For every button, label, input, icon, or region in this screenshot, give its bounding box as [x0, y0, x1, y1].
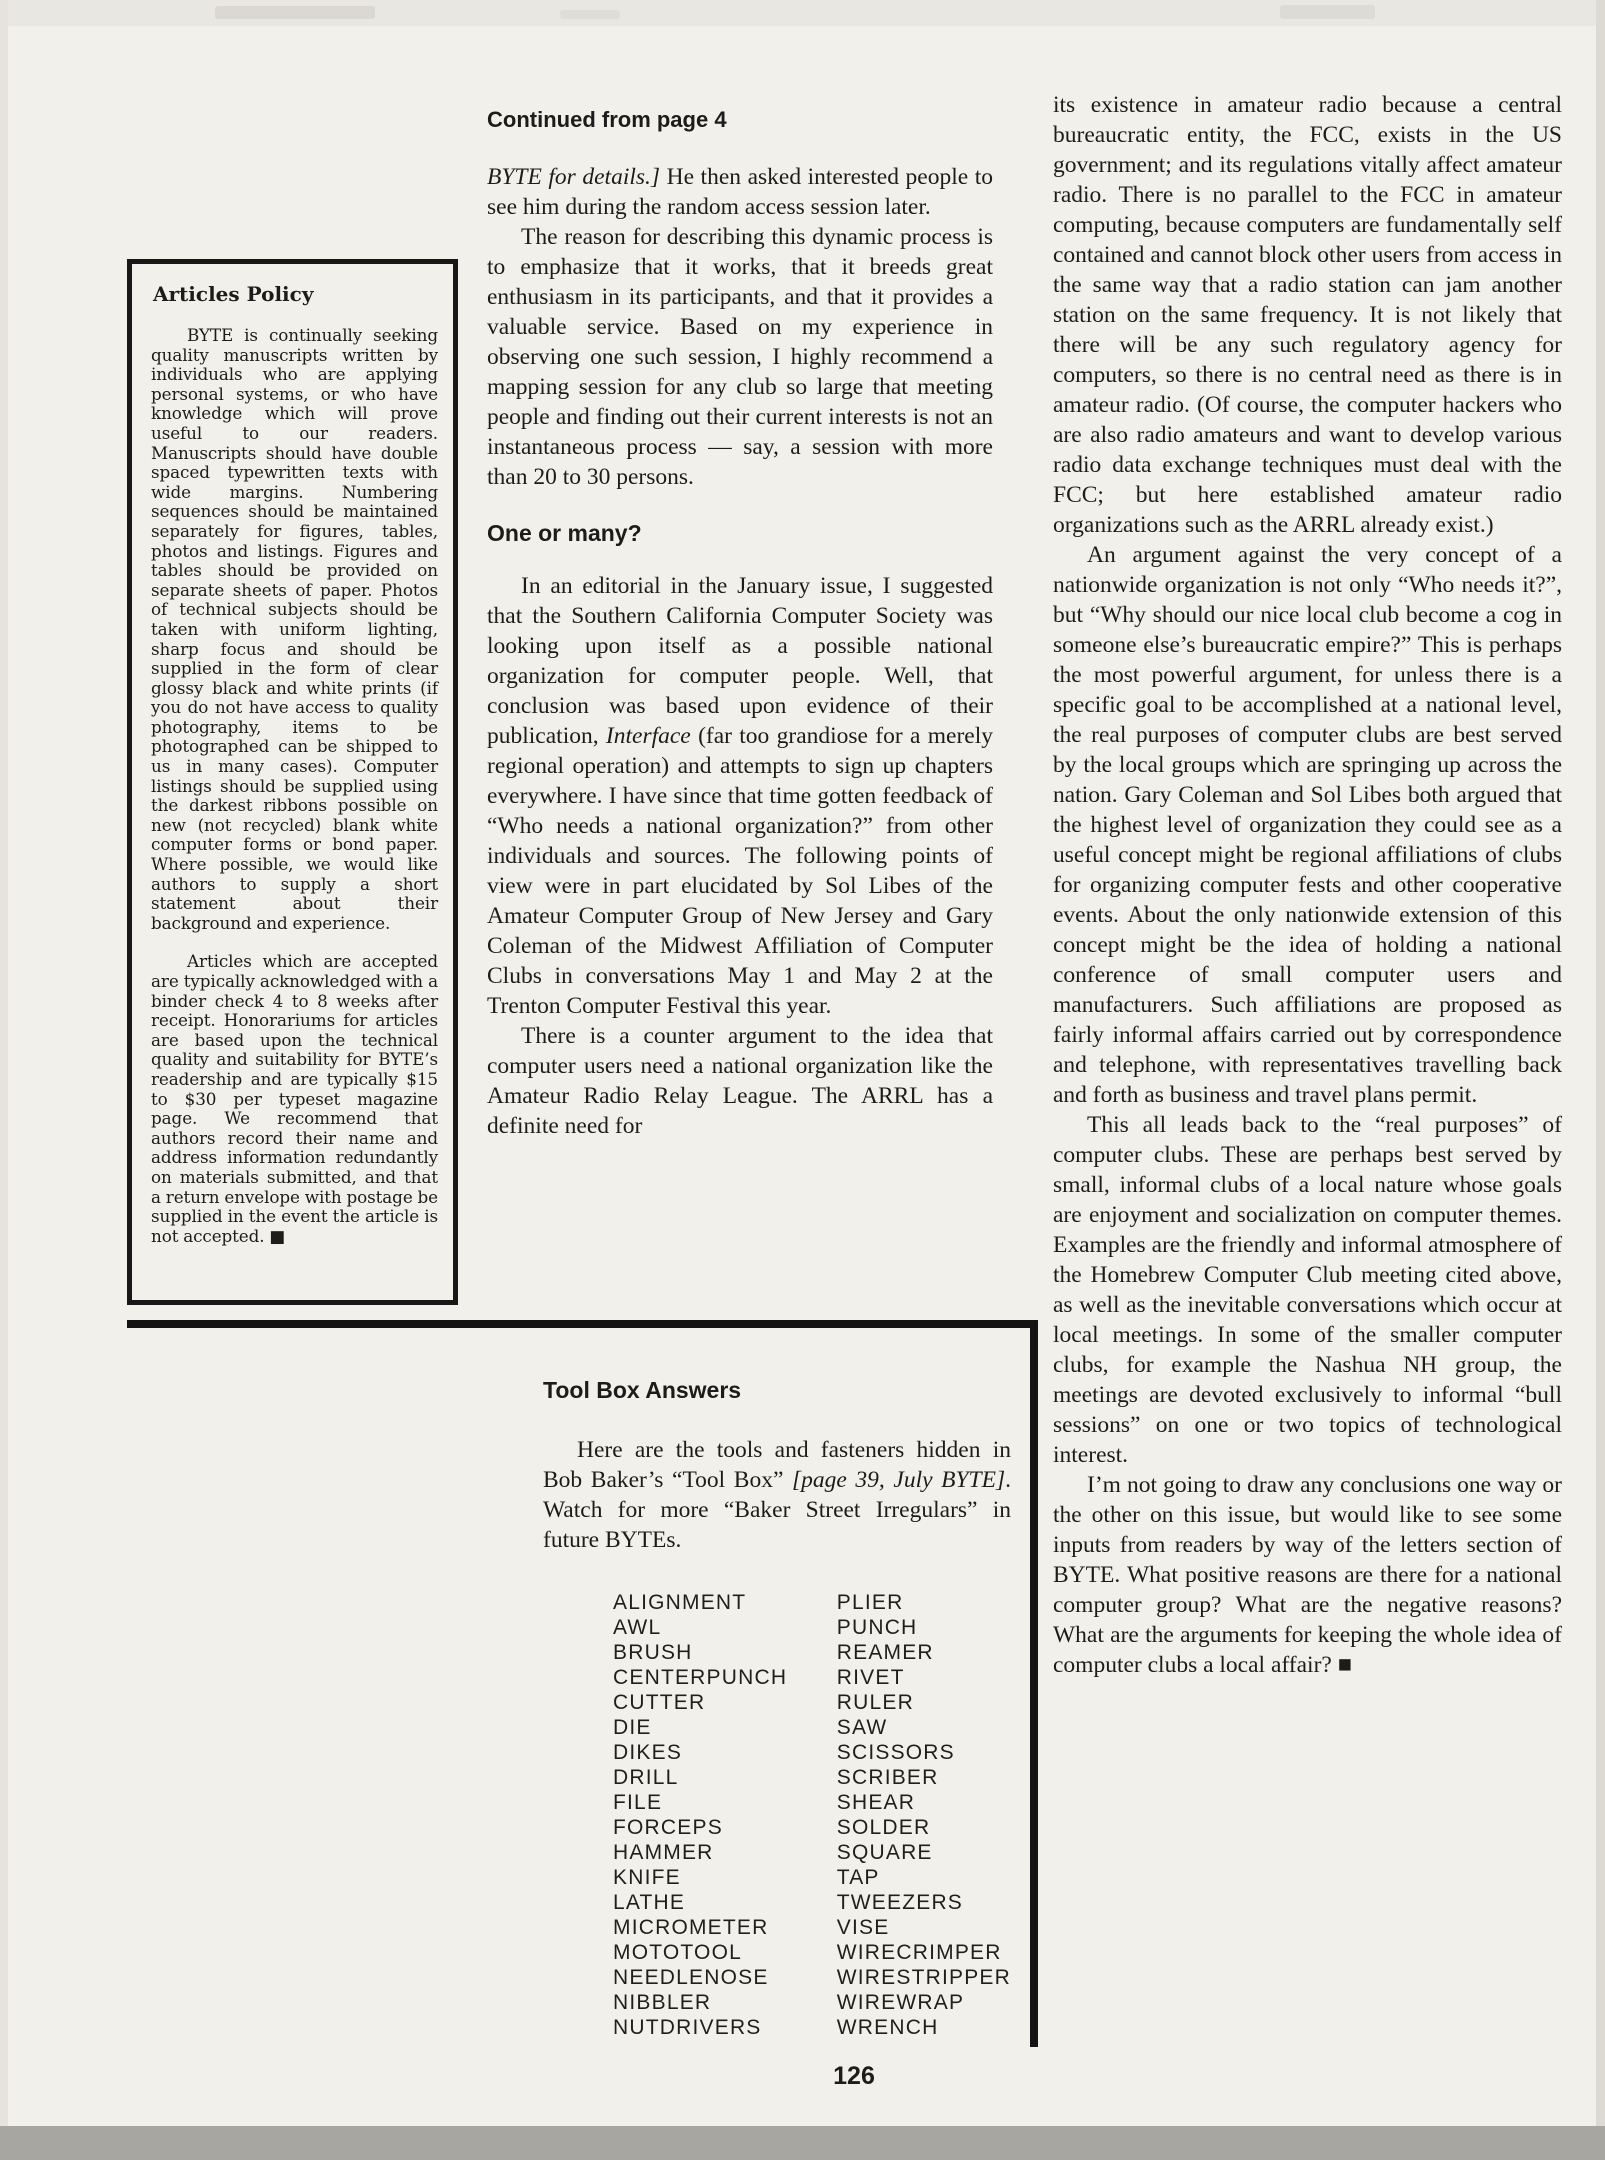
article-paragraph — [1053, 1470, 1562, 1680]
page-number: 126 — [833, 2062, 875, 2090]
tool-item: WIRECRIMPER — [836, 1941, 1002, 1964]
tool-item: WRENCH — [836, 2016, 939, 2039]
continued-from-heading: Continued from page 4 — [487, 107, 727, 132]
toolbox-top-rule — [127, 1320, 1038, 1328]
tool-item: FILE — [613, 1791, 663, 1814]
right-column — [1053, 90, 1562, 1680]
text-segment: In an editorial in the January issue, I suggested that the Southern California Computer Society was looking upon itself as a possible national organization for computer people. Well, that conclusion was based upon evidence of their publication, — [487, 573, 993, 749]
text-segment: Here are the tools and fasteners hidden in Bob Baker’s “Tool Box” — [543, 1437, 1011, 1493]
article-paragraph — [1053, 540, 1562, 1110]
italic-text-segment: [page 39, July BYTE] — [792, 1467, 1006, 1493]
tool-item: NEEDLENOSE — [613, 1966, 769, 1989]
text-segment: This all leads back to the “real purposes” of computer clubs. These are perhaps best served by small, informal clubs of a local nature whose goals are enjoyment and socialization on computer themes. Examples are the friendly and informal atmosphere of the Homebrew Computer Club meeting cited above, as well as the inevitable conversations which occur at local meetings. In some of the smaller computer clubs, for example the Nashua NH group, the meetings are devoted exclusively to informal “bull sessions” on one or two topics of technological interest. — [1053, 1112, 1562, 1468]
tool-item: SCRIBER — [836, 1766, 939, 1789]
tool-item: SAW — [836, 1716, 888, 1739]
tool-item: LATHE — [613, 1891, 686, 1914]
article-paragraph — [487, 222, 993, 492]
italic-text-segment: BYTE for details.] — [487, 164, 667, 190]
article-paragraph — [487, 571, 993, 1021]
tool-item: NIBBLER — [613, 1991, 712, 2014]
tool-item: SQUARE — [836, 1841, 933, 1864]
article-paragraph — [1053, 1110, 1562, 1470]
tool-item: SCISSORS — [836, 1741, 955, 1764]
middle-column — [487, 107, 993, 1141]
text-segment: An argument against the very concept of a nationwide organization is not only “Who needs it?”, but “Why should our nice local club become a cog in someone else’s bureaucratic empire?” This is perhaps the most powerful argument, for unless there is a specific goal to be accomplished at a national level, the real purposes of computer clubs are best served by the local groups which are springing up across the nation. Gary Coleman and Sol Libes both argued that the highest level of organization they could see as a useful concept might be regional affiliations of clubs for organizing computer fests and other cooperative events. About the only nationwide extension of this concept might be the idea of holding a national conference of small computer users and manufacturers. Such affiliations are proposed as fairly informal affairs carried out by correspondence and telephone, with representatives travelling back and forth as business and travel plans permit. — [1053, 542, 1562, 1108]
tool-item: PLIER — [836, 1591, 904, 1614]
tool-list-column-1 — [613, 1590, 837, 2040]
tool-item: TAP — [836, 1866, 880, 1889]
text-segment: I’m not going to draw any conclusions one way or the other on this issue, but would like to see some inputs from readers by way of the letters section of BYTE. What positive reasons are there for a national computer group? What are the negative reasons? What are the arguments for keeping the whole idea of computer clubs a local affair? ■ — [1053, 1472, 1562, 1678]
tool-item: BRUSH — [613, 1641, 693, 1664]
tool-item: SHEAR — [836, 1791, 916, 1814]
tool-item: MICROMETER — [613, 1916, 769, 1939]
articles-policy-title: Articles Policy — [153, 282, 314, 306]
tool-item: MOTOTOOL — [613, 1941, 743, 1964]
articles-policy-box — [127, 259, 458, 1305]
tool-box-answers-title: Tool Box Answers — [543, 1377, 742, 1403]
tool-item: VISE — [836, 1916, 890, 1939]
scan-artifact-left-edge — [0, 0, 8, 2160]
tool-item: RULER — [836, 1691, 914, 1714]
tool-item: AWL — [613, 1616, 662, 1639]
tool-item: DIKES — [613, 1741, 683, 1764]
tool-item: WIRESTRIPPER — [836, 1966, 1011, 1989]
article-paragraph — [487, 1021, 993, 1141]
tool-box-answers-section — [543, 1376, 1011, 2040]
tool-item: RIVET — [836, 1666, 905, 1689]
text-segment: There is a counter argument to the idea that computer users need a national organization like the Amateur Radio Relay League. The ARRL has a definite need for — [487, 1023, 993, 1139]
text-segment: The reason for describing this dynamic process is to emphasize that it works, that it breeds great enthusiasm in its participants, and that it provides a valuable service. Based on my experience in observing one such session, I highly recommend a mapping session for any club so large that meeting people and finding out their current interests is not an instantaneous process — say, a session with more than 20 to 30 persons. — [487, 224, 993, 490]
toolbox-right-rule — [1030, 1320, 1038, 2047]
tool-item: TWEEZERS — [836, 1891, 964, 1914]
articles-policy-paragraph: Articles which are accepted are typically acknowledged with a binder check 4 to 8 weeks after receipt. Honorariums for articles are based upon the technical quality and suitability for BYTE’s readership and are typically $15 to $30 per typeset magazine page. We recommend that authors record their name and address information redundantly on materials submitted, and that a return envelope with postage be supplied in the event the article is not accepted. ■ — [151, 951, 438, 1246]
tool-item: NUTDRIVERS — [613, 2016, 762, 2039]
tool-item: SOLDER — [836, 1816, 931, 1839]
article-paragraph — [1053, 90, 1562, 540]
tool-item: REAMER — [836, 1641, 934, 1664]
section-heading-one-or-many: One or many? — [487, 520, 642, 546]
tool-item: HAMMER — [613, 1841, 714, 1864]
tool-item: WIREWRAP — [836, 1991, 965, 2014]
scan-artifact-right-edge — [1596, 0, 1605, 2160]
article-paragraph — [487, 162, 993, 222]
tool-item: KNIFE — [613, 1866, 681, 1889]
tool-item: DRILL — [613, 1766, 679, 1789]
text-segment: (far too grandiose for a merely regional operation) and attempts to sign up chapters everywhere. I have since that time gotten feedback of “Who needs a national organization?” from other individuals and sources. The following points of view were in part elucidated by Sol Libes of the Amateur Computer Group of New Jersey and Gary Coleman of the Midwest Affiliation of Computer Clubs in conversations May 1 and May 2 at the Trenton Computer Festival this year. — [487, 723, 993, 1019]
tool-list — [613, 1590, 1011, 2040]
scan-smudge — [215, 6, 375, 19]
scan-artifact-bottom-band — [0, 2126, 1605, 2160]
tool-item: ALIGNMENT — [613, 1591, 747, 1614]
scan-smudge — [1280, 5, 1375, 19]
tool-item: CENTERPUNCH — [613, 1666, 788, 1689]
articles-policy-paragraph: BYTE is continually seeking quality manuscripts written by individuals who are applying personal systems, or who have knowledge which will prove useful to our readers. Manuscripts should have double spaced typewritten texts with wide margins. Numbering sequences should be maintained separately for figures, tables, photos and listings. Figures and tables should be provided on separate sheets of paper. Photos of technical subjects should be taken with uniform lighting, sharp focus and should be supplied in the form of clear glossy black and white prints (if you do not have access to quality photography, items to be photographed can be shipped to us in many cases). Computer listings should be supplied using the darkest ribbons possible on new (not recycled) blank white computer forms or bond paper. Where possible, we would like authors to supply a short statement about their background and experience. — [151, 325, 438, 933]
text-segment: . Watch for more “Baker Street Irregulars” in future BYTEs. — [543, 1467, 1011, 1553]
tool-list-column-2 — [837, 1590, 1011, 2040]
tool-item: DIE — [613, 1716, 652, 1739]
tool-box-intro-paragraph — [543, 1435, 1011, 1555]
text-segment: He then asked interested people to see him during the random access session later. — [487, 164, 993, 220]
scan-smudge — [560, 10, 620, 19]
italic-text-segment: Interface — [605, 723, 691, 749]
tool-item: FORCEPS — [613, 1816, 723, 1839]
tool-item: PUNCH — [836, 1616, 918, 1639]
tool-item: CUTTER — [613, 1691, 706, 1714]
text-segment: its existence in amateur radio because a central bureaucratic entity, the FCC, exists in the US government; and its regulations vitally affect amateur radio. There is no parallel to the FCC in amateur computing, because computers are fundamentally self contained and cannot block other users from access in the same way that a radio station can jam another station on the same frequency. It is not likely that there will be any such regulatory agency for computers, so there is no central need as there is in amateur radio. (Of course, the computer hackers who are also radio amateurs and want to develop various radio data exchange techniques must deal with the FCC; but here established amateur radio organizations such as the ARRL already exist.) — [1053, 92, 1562, 538]
